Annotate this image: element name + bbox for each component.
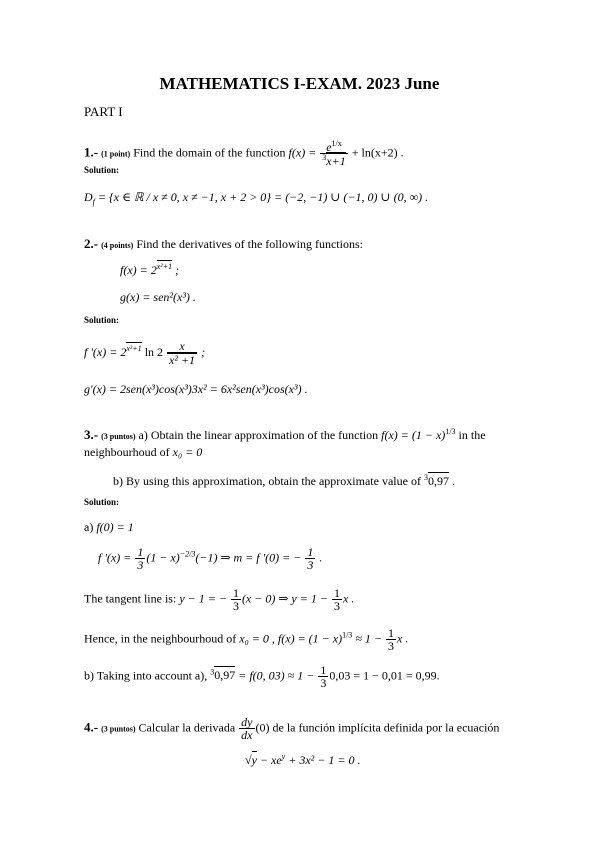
one-third-fraction: $\frac{1}{3}$	[388, 626, 394, 653]
tangent-eq-a: y − 1 = −	[179, 591, 227, 606]
period: .	[451, 474, 455, 488]
question-number: 2.-	[84, 236, 99, 251]
solution-3a	[84, 520, 134, 535]
root-value: 0,97	[214, 668, 236, 683]
hence-x0: x₀ = 0 ,	[239, 631, 275, 646]
question-1	[84, 140, 404, 167]
points-label: (4 points)	[101, 241, 134, 250]
solution-label: Solution:	[84, 497, 120, 507]
f-prime-tail: ;	[201, 344, 206, 359]
question-4	[84, 716, 499, 741]
question-text-b: b) By using this approximation, obtain the approximate value of	[113, 474, 421, 488]
f-prime-lhs: f '(x) = 2	[84, 344, 127, 359]
question-text: Find the domain of the function	[133, 145, 286, 160]
points-label: (1 point)	[101, 149, 131, 159]
derivative-tail: (−1) ⇒ m = f '(0) = −	[195, 550, 302, 565]
one-third-fraction: $\frac{1}{3}$	[333, 586, 340, 613]
question-3-b	[113, 473, 455, 489]
part-b-eq-a: = f(0, 03) ≈ 1 −	[238, 668, 315, 683]
hence-exponent: 1/3	[342, 630, 353, 640]
root-value: 0,97	[427, 474, 449, 488]
question-text: Find the derivatives of the following functions:	[136, 237, 363, 251]
tangent-eq-c: x .	[342, 591, 355, 606]
one-third-fraction: $\frac{1}{3}$	[320, 663, 327, 690]
solution-2-g: g'(x) = 2sen(x³)cos(x³)3x² = 6x²sen(x³)cos(x³) .	[84, 382, 308, 396]
x0-value: x₀ = 0	[172, 445, 203, 459]
function-g: g(x) = sen²(x³) .	[120, 290, 196, 304]
f-exponent: x²+1	[156, 262, 173, 271]
fraction-denominator: x² +1	[169, 353, 196, 367]
equation-exponent: y	[281, 752, 286, 761]
points-label: (3 puntos)	[101, 724, 136, 734]
derivative-mid: (1 − x)	[146, 550, 180, 565]
one-third-fraction: $\frac{1}{3}$	[137, 545, 144, 572]
question-text-a3: neighbourhoud of	[84, 445, 170, 459]
domain-subscript: f	[92, 197, 95, 207]
solution-2-f	[84, 340, 205, 366]
fraction-numerator: x	[167, 340, 197, 353]
equation-mid: − xe	[259, 753, 282, 767]
f-of-zero: f(0) = 1	[96, 520, 134, 534]
hence-end: x .	[397, 631, 409, 646]
points-label: (3 puntos)	[101, 432, 136, 441]
exponent: 1/x	[331, 139, 342, 148]
exponent: 1/3	[445, 427, 456, 436]
question-text-a: a) Obtain the linear approximation of the function	[138, 428, 379, 442]
function-fraction: $\frac{e^{1/x}}{^3x+1}$	[322, 139, 346, 168]
question-text: Calcular la derivada	[138, 720, 236, 735]
slope-fraction: $\frac{1}{3}$	[307, 545, 314, 572]
derivative-lhs: f '(x) =	[98, 550, 132, 565]
question-number: 3.-	[84, 427, 99, 442]
domain-symbol: D	[84, 190, 93, 204]
exam-title: MATHEMATICS I-EXAM. 2023 June	[159, 74, 440, 93]
question-text-a2: in the	[458, 428, 486, 442]
derivative-fraction: $\frac{dy}{dx}$	[241, 715, 253, 742]
f-lhs: f(x) = 2	[120, 263, 157, 277]
solution-label: Solution:	[84, 315, 120, 325]
tangent-line	[84, 587, 354, 612]
hence-equation: f(x) = (1 − x)	[277, 631, 343, 646]
implicit-equation: $√y - xe^y + 3x^2 - 1 = 0$ .	[245, 752, 361, 767]
part-a-label: a)	[84, 520, 94, 534]
function-expression: f(x) = (1 − x)	[381, 428, 446, 442]
derivative-argument: (0)	[255, 720, 270, 735]
ln-two: ln 2	[144, 344, 164, 359]
f-prime-exponent: x²+1	[126, 343, 142, 353]
root-y: y	[251, 753, 257, 767]
question-number: 4.-	[84, 719, 99, 735]
function-lhs: f(x) =	[288, 145, 317, 160]
f-prime-fraction	[167, 340, 197, 366]
question-2	[84, 236, 363, 252]
derivative-exponent: −2/3	[179, 549, 196, 559]
part-b-eq-b: 0,03 = 1 − 0,01 = 0,99.	[329, 668, 440, 683]
question-3	[84, 427, 486, 443]
f-tail: ;	[175, 263, 180, 277]
solution-3b	[84, 664, 440, 689]
solution-3-derivative	[98, 546, 322, 571]
part-heading: PART I	[84, 104, 123, 119]
period: .	[319, 550, 323, 565]
solution-label: Solution:	[84, 165, 120, 175]
fraction-numerator: e	[326, 140, 332, 154]
root-index: 3	[423, 473, 428, 482]
hence-approx: ≈ 1 −	[355, 631, 382, 646]
question-text-2: de la función implícita definida por la ecuación	[272, 720, 500, 735]
hence-line	[84, 627, 408, 652]
function-f	[120, 262, 179, 278]
root-index: 3	[210, 667, 215, 677]
part-b-text: b) Taking into account a),	[84, 668, 208, 683]
fraction-denominator: x+1	[326, 154, 346, 168]
tangent-text: The tangent line is:	[84, 591, 177, 606]
solution-1	[84, 190, 428, 206]
hence-text: Hence, in the neighbourhoud of	[84, 631, 237, 646]
function-tail: + ln(x+2) .	[351, 145, 404, 160]
domain-expression: = {x ∈ ℝ / x ≠ 0, x ≠ −1, x + 2 > 0} = (−2, −1) ∪ (−1, 0) ∪ (0, ∞) .	[97, 190, 429, 204]
one-third-fraction: $\frac{1}{3}$	[232, 586, 239, 613]
question-3-line2	[84, 445, 202, 460]
tangent-eq-b: (x − 0) ⇒ y = 1 −	[241, 591, 328, 606]
equation-tail: + 3x² − 1 = 0 .	[288, 753, 361, 767]
question-number: 1.-	[84, 144, 99, 160]
